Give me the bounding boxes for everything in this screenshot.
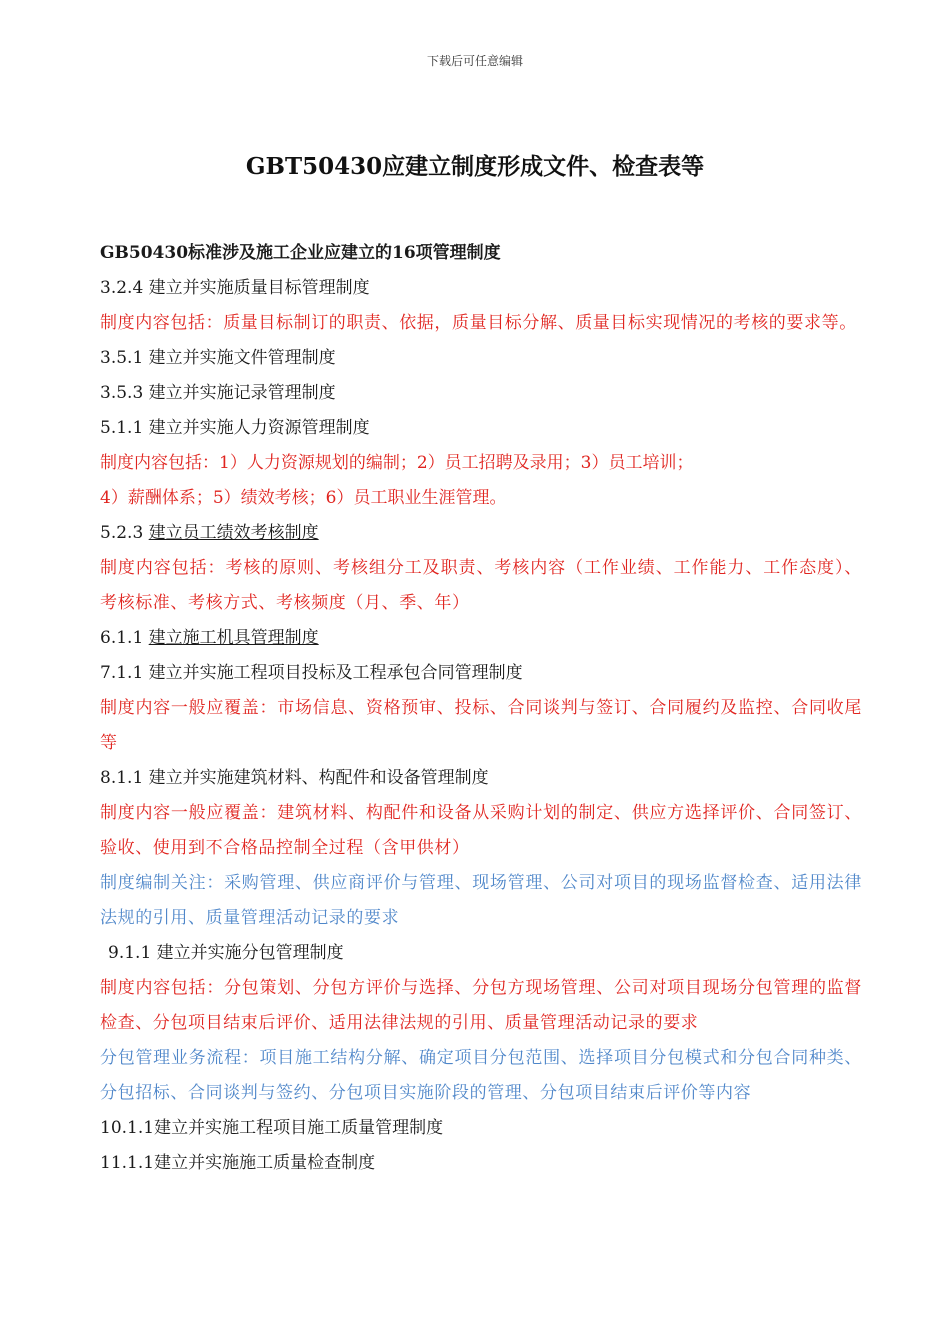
clause-5-1-1	[100, 411, 862, 446]
clause-label: 建立施工机具管理制度	[148, 628, 319, 648]
document-body	[100, 236, 862, 1181]
clause-label: 建立并实施质量目标管理制度	[148, 278, 370, 298]
clause-7-1-1-content: 制度内容一般应覆盖：市场信息、资格预审、投标、合同谈判与签订、合同履约及监控、合同收尾等	[100, 698, 862, 753]
clause-5-1-1-content-line2: 4）薪酬体系；5）绩效考核；6）员工职业生涯管理。	[100, 488, 507, 508]
clause-number: 9.1.1	[108, 943, 152, 963]
intro-heading: GB50430标准涉及施工企业应建立的16项管理制度	[100, 243, 501, 263]
clause-9-1-1-note: 分包管理业务流程：项目施工结构分解、确定项目分包范围、选择项目分包模式和分包合同种类、分包招标、合同谈判与签约、分包项目实施阶段的管理、分包项目结束后评价等内容	[100, 1048, 862, 1103]
clause-number: 7.1.1	[100, 663, 144, 683]
clause-8-1-1	[100, 761, 862, 796]
clause-8-1-1-note: 制度编制关注：采购管理、供应商评价与管理、现场管理、公司对项目的现场监督检查、适用法律法规的引用、质量管理活动记录的要求	[100, 873, 862, 928]
clause-7-1-1	[100, 656, 862, 691]
clause-label: 建立并实施记录管理制度	[148, 383, 336, 403]
clause-label: 建立并实施文件管理制度	[148, 348, 336, 368]
clause-label: 建立并实施工程项目投标及工程承包合同管理制度	[148, 663, 523, 683]
clause-11-1-1: 11.1.1建立并实施施工质量检查制度	[100, 1153, 376, 1173]
clause-number: 3.5.3	[100, 383, 144, 403]
clause-3-5-3	[100, 376, 862, 411]
clause-label: 建立并实施分包管理制度	[156, 943, 344, 963]
clause-9-1-1-content: 制度内容包括：分包策划、分包方评价与选择、分包方现场管理、公司对项目现场分包管理的监督检查、分包项目结束后评价、适用法律法规的引用、质量管理活动记录的要求	[100, 978, 862, 1033]
document-title: GBT50430应建立制度形成文件、检查表等	[245, 153, 705, 180]
clause-8-1-1-content: 制度内容一般应覆盖：建筑材料、构配件和设备从采购计划的制定、供应方选择评价、合同签订、验收、使用到不合格品控制全过程（含甲供材）	[100, 803, 862, 858]
clause-number: 5.1.1	[100, 418, 144, 438]
clause-3-2-4-content: 制度内容包括：质量目标制订的职责、依据，质量目标分解、质量目标实现情况的考核的要求等。	[100, 313, 857, 333]
clause-5-2-3	[100, 516, 862, 551]
clause-3-2-4	[100, 271, 862, 306]
clause-label: 建立员工绩效考核制度	[148, 523, 319, 543]
clause-5-1-1-content-line1: 制度内容包括：1）人力资源规划的编制；2）员工招聘及录用；3）员工培训；	[100, 453, 694, 473]
clause-3-5-1	[100, 341, 862, 376]
clause-number: 3.5.1	[100, 348, 144, 368]
clause-label: 建立并实施建筑材料、构配件和设备管理制度	[148, 768, 489, 788]
clause-number: 8.1.1	[100, 768, 144, 788]
clause-9-1-1	[100, 936, 862, 971]
clause-10-1-1: 10.1.1建立并实施工程项目施工质量管理制度	[100, 1118, 444, 1138]
clause-6-1-1	[100, 621, 862, 656]
page-header: 下载后可任意编辑	[426, 54, 523, 68]
clause-label: 建立并实施人力资源管理制度	[148, 418, 370, 438]
clause-5-2-3-content: 制度内容包括：考核的原则、考核组分工及职责、考核内容（工作业绩、工作能力、工作态度）、考核标准、考核方式、考核频度（月、季、年）	[100, 558, 862, 613]
clause-number: 3.2.4	[100, 278, 144, 298]
clause-number: 6.1.1	[100, 628, 144, 648]
clause-number: 5.2.3	[100, 523, 144, 543]
